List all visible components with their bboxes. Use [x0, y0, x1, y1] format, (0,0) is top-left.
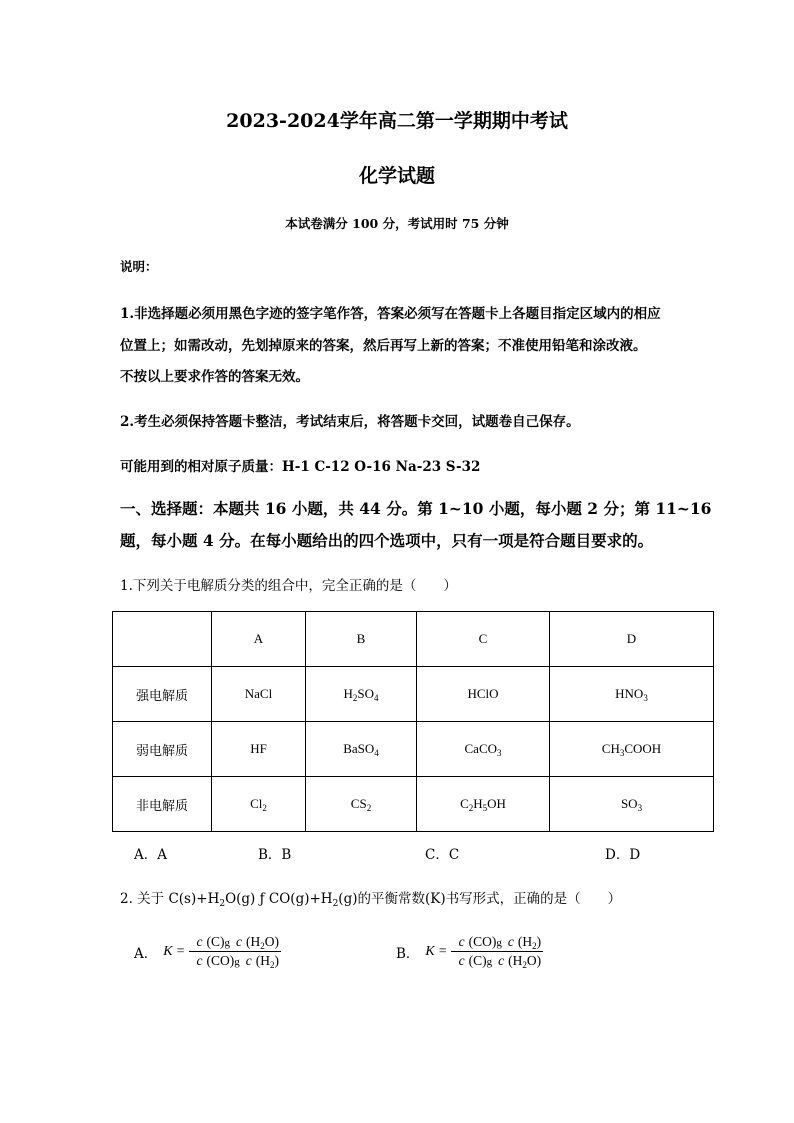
row-label: 非电解质 [113, 777, 212, 832]
denominator: c (C)g c $(H_2O)$ [458, 953, 542, 970]
table-row [113, 612, 714, 667]
q1-options [0, 843, 794, 863]
equals-sign: = [438, 943, 447, 959]
subject-title: 化学试题 [358, 165, 435, 187]
q2-option-b-label: B． [396, 945, 420, 962]
equals-sign: = [176, 943, 185, 959]
q2-stem-suffix: (g)的平衡常数(K)书写形式，正确的是（ ） [338, 891, 622, 907]
row-label: 强电解质 [113, 667, 212, 722]
instruction-1-line-2: 位置上；如需改动，先划掉原来的答案，然后再写上新的答案；不准使用铅笔和涂改液。 [120, 338, 647, 354]
q2-stem-mid: O(g) ƒ CO(g)+H [225, 891, 333, 907]
q2-stem: 2. 关于 $C(s)+H_2O(g)$ ƒ $CO(g)+H_2(g)$的平衡常数(K)书写形式，正确的是（ ） [120, 891, 622, 909]
q1-option-b[interactable]: B．B [258, 847, 292, 863]
q1-stem: 1.下列关于电解质分类的组合中，完全正确的是（ ） [120, 578, 457, 594]
table-header-cell: C [417, 612, 550, 667]
table-header-cell: B [306, 612, 417, 667]
q1-option-a[interactable]: A．A [134, 847, 167, 863]
instruction-1-line-3: 不按以上要求作答的答案无效。 [120, 369, 309, 385]
table-row [113, 667, 714, 722]
row-label: 弱电解质 [113, 722, 212, 777]
q2-option-a-label: A． [134, 945, 158, 962]
instruction-2: 2.考生必须保持答题卡整洁，考试结束后，将答题卡交回，试题卷自己保存。 [120, 414, 580, 430]
table-header-cell: D [550, 612, 714, 667]
formula-cell: $Cl_2$ [212, 777, 306, 832]
q2-stem-prefix: 2. 关于 C(s)+H [120, 891, 220, 907]
fraction-b [451, 934, 544, 969]
atomic-masses: 可能用到的相对原子质量：H-1 C-12 O-16 Na-23 S-32 [120, 459, 481, 475]
formula-cell: $H_2SO_4$ [306, 667, 417, 722]
formula-cell: $CS_2$ [306, 777, 417, 832]
k-symbol: K [425, 943, 435, 959]
formula-cell: CaCO$_3$ [417, 722, 550, 777]
exam-title: 2023-2024学年高二第一学期期中考试 [226, 110, 568, 132]
formula-cell: $C_2H_5OH$ [417, 777, 550, 832]
formula-cell: $CH_3COOH$ [550, 722, 714, 777]
section1-line-2: 题，每小题 4 分。在每小题给出的四个选项中，只有一项是符合题目要求的。 [120, 531, 654, 550]
formula-cell: $HNO_3$ [550, 667, 714, 722]
q2-option-b[interactable] [396, 934, 543, 969]
formula-cell: $SO_3$ [550, 777, 714, 832]
fraction-a [189, 934, 282, 969]
formula-cell: HF [212, 722, 306, 777]
q2-option-a[interactable] [134, 934, 281, 969]
table-row [113, 722, 714, 777]
q1-option-d[interactable]: D．D [605, 847, 641, 863]
formula-cell: NaCl [212, 667, 306, 722]
formula-cell: HClO [417, 667, 550, 722]
instructions-heading: 说明： [120, 259, 158, 274]
table-header-cell [113, 612, 212, 667]
instruction-1-line-1: 1.非选择题必须用黑色字迹的签字笔作答，答案必须写在答题卡上各题目指定区域内的相应 [120, 306, 661, 322]
section1-line-1: 一、选择题：本题共 16 小题，共 44 分。第 1~10 小题，每小题 2 分；第 11~16 [120, 499, 712, 518]
numerator: c (CO)g c $(H_2)$ [451, 934, 544, 952]
q1-table [112, 611, 714, 832]
q1-option-c[interactable]: C．C [425, 847, 460, 863]
numerator: c (C)g c $(H_2O)$ [189, 934, 282, 952]
formula-cell: BaSO$_4$ [306, 722, 417, 777]
table-row [113, 777, 714, 832]
exam-info: 本试卷满分 100 分，考试用时 75 分钟 [285, 216, 509, 231]
denominator: c (CO)g c $(H_2)$ [196, 953, 279, 970]
table-header-cell: A [212, 612, 306, 667]
k-symbol: K [163, 943, 173, 959]
